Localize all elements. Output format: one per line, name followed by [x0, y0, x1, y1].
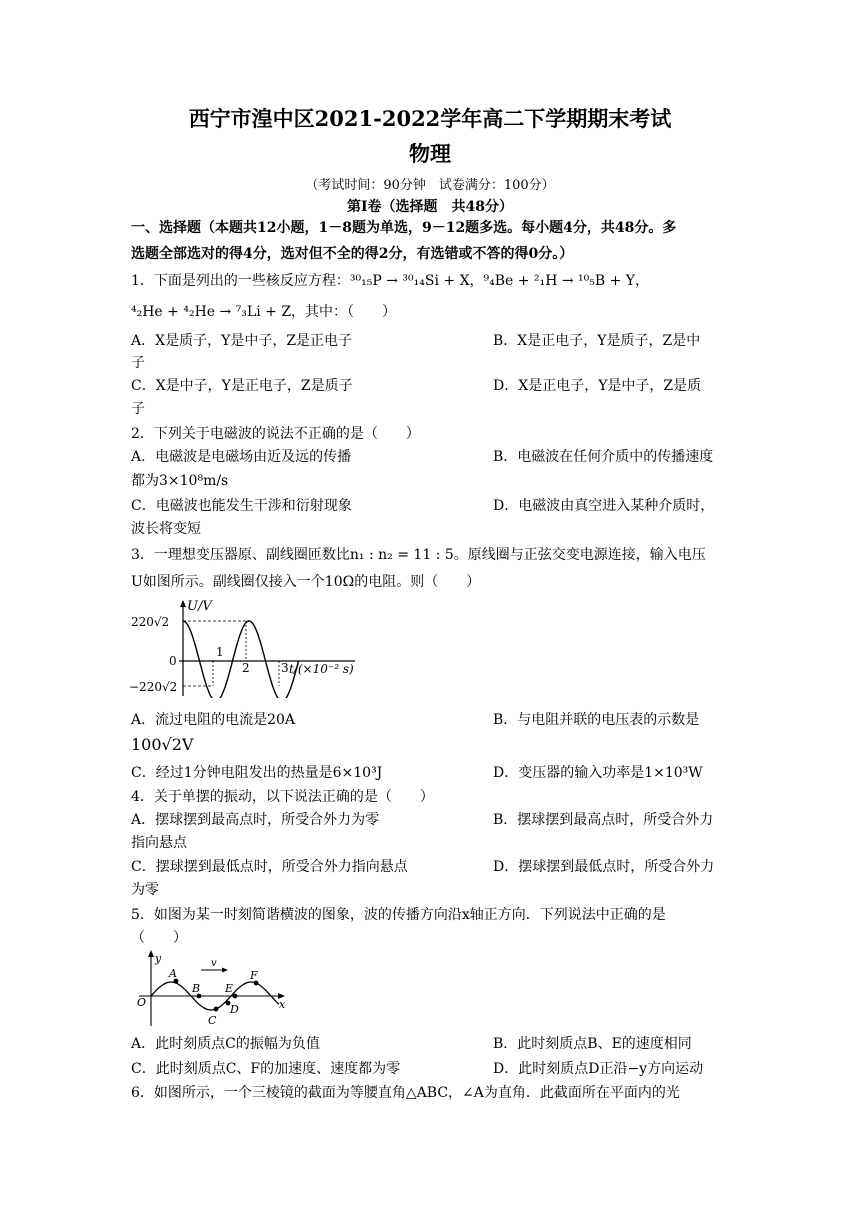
q1-option-b: B．X是正电子，Y是质子，Z是中 — [493, 333, 701, 349]
q4-option-d-cont: 为零 — [131, 882, 159, 898]
q3-t2-label: 2 — [242, 661, 250, 675]
q5-label-e: E — [225, 982, 234, 995]
q1-equation-2: ⁴₂He + ⁴₂He → ⁷₃Li + Z，其中：（ ） — [131, 304, 397, 320]
q3-sine-curve — [183, 621, 299, 698]
q3-stem-2: U如图所示。副线圈仅接入一个10Ω的电阻。则（ ） — [131, 574, 481, 590]
q2-option-c: C．电磁波也能发生干涉和衍射现象 — [131, 498, 352, 514]
q3-x-label: t/(×10⁻² s) — [289, 662, 354, 676]
subject-title: 物理 — [409, 141, 451, 166]
q1-option-c: C．X是中子，Y是正电子，Z是质子 — [131, 378, 353, 394]
q4-option-c: C．摆球摆到最低点时，所受合外力指向悬点 — [131, 859, 408, 875]
exam-meta: （考试时间：90分钟 试卷满分：100分） — [305, 178, 555, 193]
q1-option-a: A．X是质子，Y是中子，Z是正电子 — [131, 333, 353, 349]
q3-option-d: D．变压器的输入功率是1×10³W — [493, 765, 703, 781]
q1-option-b-cont: 子 — [131, 355, 145, 371]
q3-t3-label: 3 — [281, 661, 289, 675]
q3-option-b: B．与电阻并联的电压表的示数是 — [493, 712, 700, 728]
q5-label-c: C — [208, 1014, 217, 1027]
q5-label-f: F — [250, 969, 258, 982]
q3-option-b-cont: 100√2V — [131, 735, 194, 754]
q3-option-c: C．经过1分钟电阻发出的热量是6×10³J — [131, 765, 383, 781]
part-heading: 第Ⅰ卷（选择题 共48分） — [346, 199, 514, 215]
q3-y-axis-arrow — [180, 600, 186, 607]
q5-label-d: D — [230, 1003, 239, 1016]
q5-point-c — [214, 1007, 219, 1012]
q3-t1-label: 1 — [216, 645, 224, 659]
q4-stem: 4．关于单摆的振动，以下说法正确的是（ ） — [131, 789, 434, 805]
q1-equation-1: ³⁰₁₅P → ³⁰₁₄Si + X，⁹₄Be + ²₁H → ¹⁰₅B + Y， — [349, 273, 650, 289]
q1-stem — [131, 272, 649, 290]
q3-stem-1: 3．一理想变压器原、副线圈匝数比n₁ : n₂ = 11 : 5。原线圈与正弦交变电源连接，输入电压 — [131, 547, 706, 563]
q5-option-c: C．此时刻质点C、F的加速度、速度都为零 — [131, 1061, 401, 1077]
q5-x-label: x — [279, 998, 286, 1011]
q1-option-d: D．X是正电子，Y是中子，Z是质 — [493, 378, 702, 394]
q3-y-label: U/V — [187, 599, 212, 614]
q5-option-d: D．此时刻质点D正沿−y方向运动 — [493, 1061, 704, 1077]
q3-voltage-graph — [129, 598, 369, 698]
q5-label-a: A — [169, 967, 177, 980]
q2-option-a: A．电磁波是电磁场由近及远的传播 — [131, 449, 352, 465]
q5-option-a: A．此时刻质点C的振幅为负值 — [131, 1036, 320, 1052]
q5-point-e — [233, 994, 238, 999]
q4-option-b: B．摆球摆到最高点时，所受合外力 — [493, 812, 714, 828]
q2-option-d: D．电磁波由真空进入某种介质时， — [493, 498, 715, 514]
q5-y-axis-arrow — [148, 950, 154, 957]
q5-stem-2: （ ） — [131, 930, 187, 946]
q5-o-label: O — [137, 996, 147, 1009]
q5-label-b: B — [192, 982, 201, 995]
q5-y-label: y — [155, 952, 162, 965]
q3-ymin-label: −220√2 — [129, 680, 178, 694]
q1-option-d-cont: 子 — [131, 401, 145, 417]
q5-stem-1: 5．如图为某一时刻简谐横波的图象，波的传播方向沿x轴正方向．下列说法中正确的是 — [131, 907, 666, 923]
q5-v-label: v — [211, 958, 217, 969]
q2-option-d-cont: 波长将变短 — [131, 521, 201, 537]
exam-title: 西宁市湟中区2021-2022学年高二下学期期末考试 — [188, 106, 672, 131]
q4-option-b-cont: 指向悬点 — [131, 835, 187, 851]
q3-ymax-label: 220√2 — [131, 615, 170, 629]
q1-stem-text: 1．下面是列出的一些核反应方程： — [131, 273, 350, 289]
section-instructions-2: 选题全部选对的得4分，选对但不全的得2分，有选错或不答的得0分。） — [131, 246, 574, 262]
q2-option-b: B．电磁波在任何介质中的传播速度 — [493, 449, 714, 465]
q5-velocity-arrowhead — [222, 968, 228, 973]
q6-stem: 6．如图所示，一个三棱镜的截面为等腰直角△ABC，∠A为直角．此截面所在平面内的光 — [131, 1085, 680, 1101]
q5-option-b: B．此时刻质点B、E的速度相同 — [493, 1036, 692, 1052]
q3-option-a: A．流过电阻的电流是20A — [131, 712, 296, 728]
q2-stem: 2．下列关于电磁波的说法不正确的是（ ） — [131, 426, 420, 442]
q5-wave-graph — [129, 948, 294, 1028]
q4-option-a: A．摆球摆到最高点时，所受合外力为零 — [131, 812, 380, 828]
q4-option-d: D．摆球摆到最低点时，所受合外力 — [493, 859, 715, 875]
section-instructions-1: 一、选择题（本题共12小题，1－8题为单选，9－12题多选。每小题4分，共48分。多 — [131, 220, 677, 236]
q3-zero-label: 0 — [169, 654, 177, 668]
q2-option-b-cont: 都为3×10⁸m/s — [131, 473, 229, 489]
